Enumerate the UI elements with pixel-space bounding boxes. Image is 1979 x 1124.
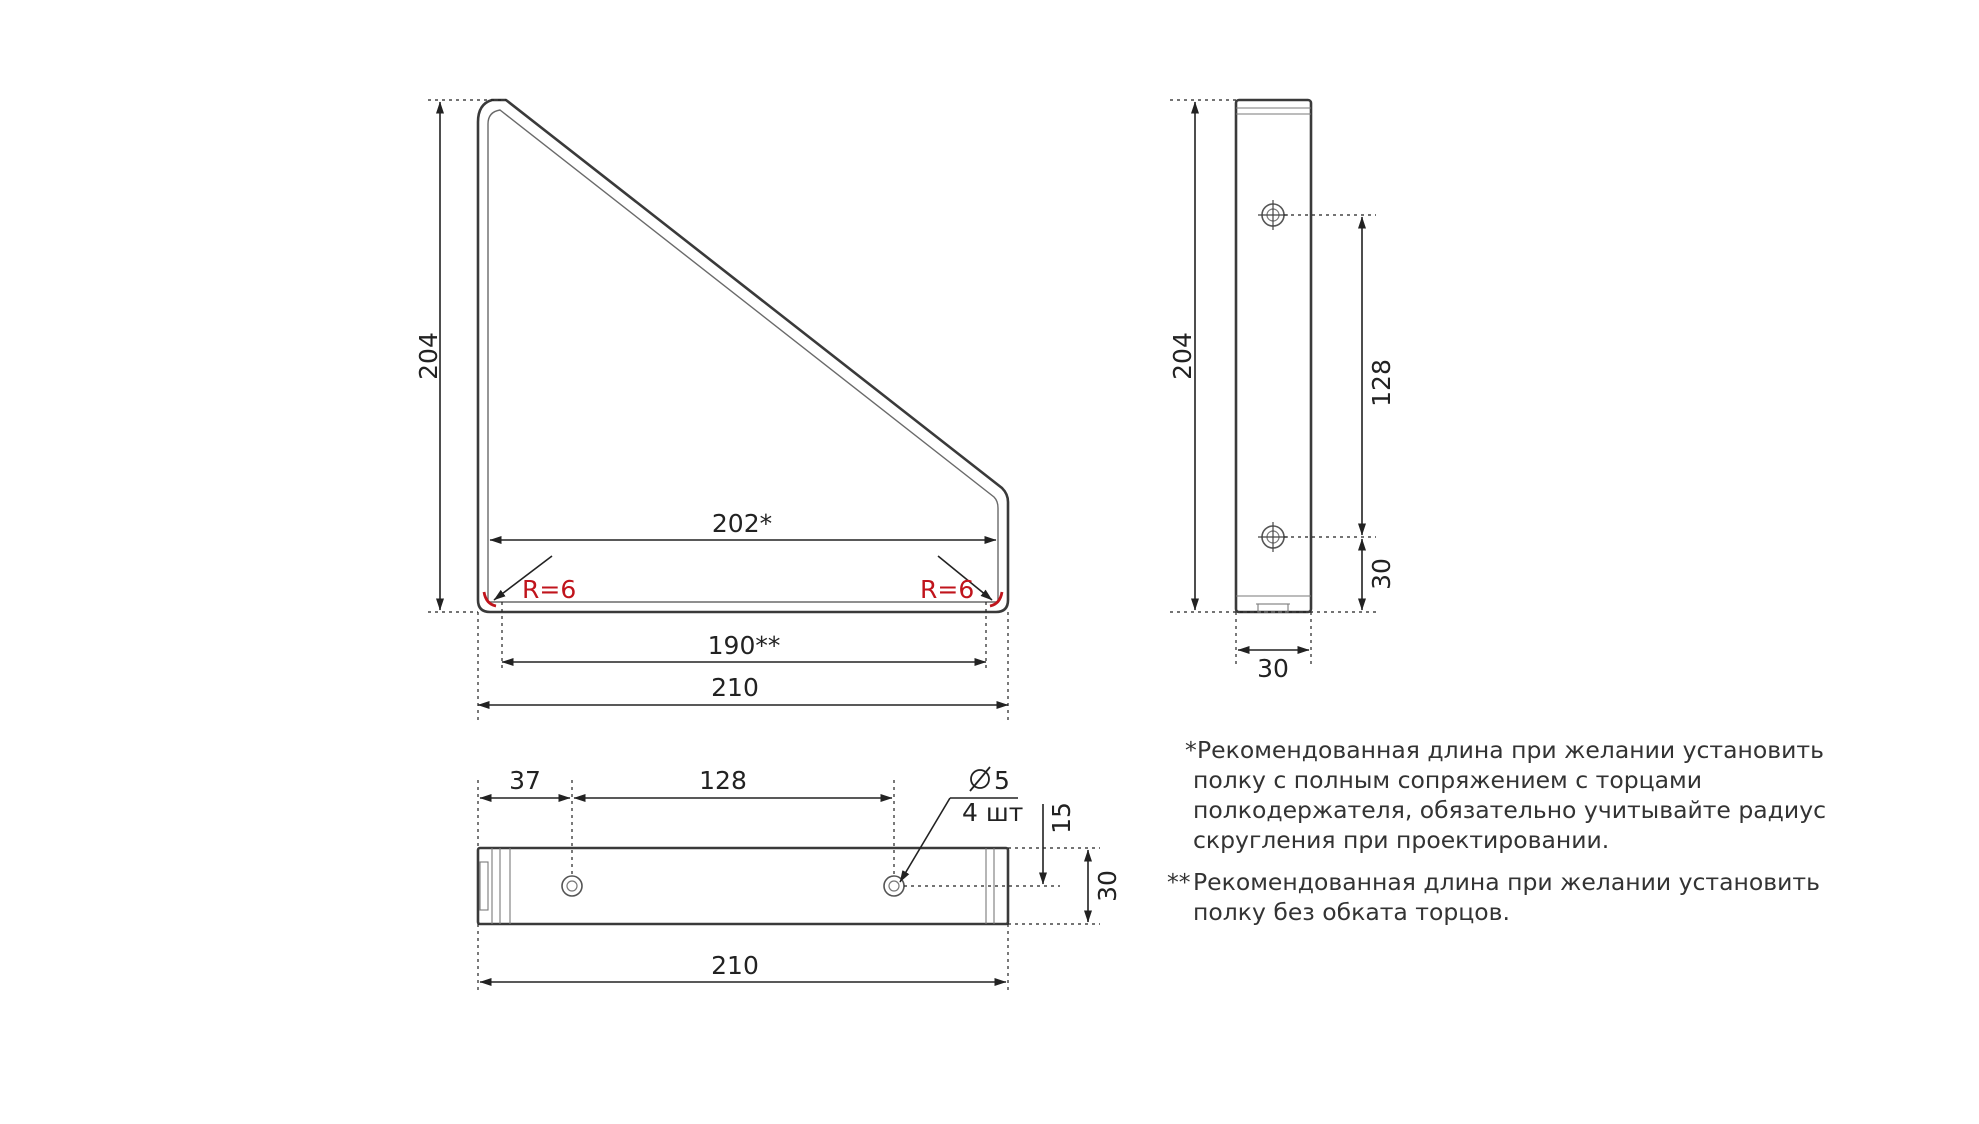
note1-line-4: скругления при проектировании.: [1193, 826, 1610, 854]
note1-line-3: полкодержателя, обязательно учитывайте радиус: [1193, 796, 1827, 824]
dim-hole-spacing-front-label: 128: [1367, 359, 1396, 407]
mount-hole-upper: [1258, 200, 1288, 230]
front-view: [1168, 100, 1396, 683]
hole-count-label: 4 шт: [962, 798, 1024, 827]
dim-bottom-offset-label: 30: [1367, 558, 1396, 590]
dim-flat-length-label: 190**: [707, 631, 781, 660]
note1-line-1: Рекомендованная длина при желании установить: [1197, 736, 1824, 764]
note1-marker: *: [1185, 736, 1197, 764]
notes: [1167, 736, 1826, 926]
dim-top-offset-label: 37: [509, 766, 541, 795]
top-view: [478, 766, 1122, 990]
dim-total-length-side-label: 210: [711, 673, 759, 702]
dim-width-front-label: 30: [1257, 654, 1289, 683]
note2-marker: **: [1167, 868, 1191, 896]
dim-hole-depth-label: 15: [1047, 802, 1076, 834]
hole-diameter-label: 5: [994, 766, 1010, 795]
top-hole-left: [562, 876, 582, 896]
hole-callout-leader: [900, 798, 950, 882]
dim-inner-length-label: 202*: [711, 509, 773, 538]
note1-line-2: полку с полным сопряжением с торцами: [1193, 766, 1703, 794]
radius-left-label: R=6: [522, 575, 577, 604]
dim-top-width-label: 30: [1093, 870, 1122, 902]
dim-top-hole-spacing-label: 128: [699, 766, 747, 795]
note2-line-1: Рекомендованная длина при желании установить: [1193, 868, 1820, 896]
dim-height-side-label: 204: [414, 332, 443, 380]
top-view-outline: [478, 848, 1008, 924]
diameter-icon: [970, 767, 990, 791]
top-view-tab: [480, 862, 488, 910]
note2-line-2: полку без обката торцов.: [1193, 898, 1510, 926]
radius-right-label: R=6: [920, 575, 975, 604]
dim-height-front-label: 204: [1168, 332, 1197, 380]
side-view: [414, 100, 1008, 722]
mount-hole-lower: [1258, 522, 1288, 552]
dim-top-total-length-label: 210: [711, 951, 759, 980]
